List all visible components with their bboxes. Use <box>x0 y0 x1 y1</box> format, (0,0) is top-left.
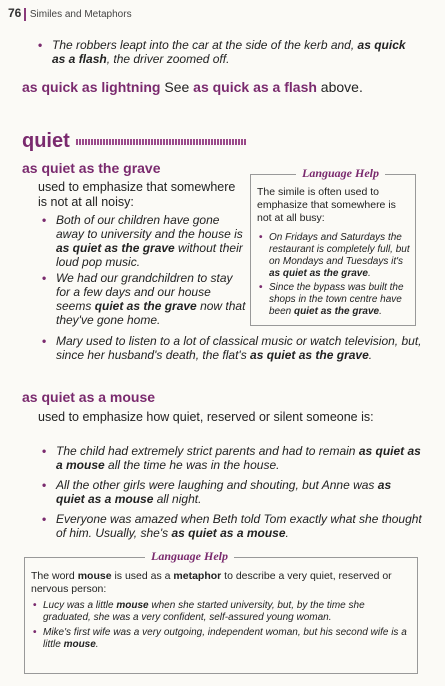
example-sentence: • We had our grandchildren to stay for a few days and our house seems quiet as the grave now that they've gone home. <box>38 271 248 327</box>
example-sentence: • Lucy was a little mouse when she started university, but, by the time she graduated, she was a very confident, self-assured young woman. <box>31 600 411 624</box>
language-help-box-1 <box>250 166 416 326</box>
example-sentence: • The robbers leapt into the car at the side of the kerb and, as quick as a flash, the driver zoomed off. <box>34 38 414 66</box>
example-sentence: • Mary used to listen to a lot of classical music or watch television, but, since her husband's death, the flat's as quiet as the grave. <box>38 334 423 362</box>
entry-phrase: as quick as lightning <box>22 79 161 95</box>
language-help-examples <box>31 600 411 653</box>
intro-examples <box>34 38 414 68</box>
example-sentence: • All the other girls were laughing and shouting, but Anne was as quiet as a mouse all night. <box>38 478 423 506</box>
language-help-text: The word mouse is used as a metaphor to describe a very quiet, reserved or nervous person: <box>31 570 392 595</box>
header-divider <box>24 8 26 21</box>
example-sentence: • The child had extremely strict parents and had to remain as quiet as a mouse all the time he was in the house. <box>38 444 423 472</box>
definition-grave: used to emphasize that somewhere is not at all noisy: <box>38 180 236 209</box>
examples-grave-continued <box>38 334 423 364</box>
example-sentence: • Mike's first wife was a very outgoing, independent woman, but his second wife is a little mouse. <box>31 627 411 651</box>
running-header <box>8 6 132 21</box>
language-help-text: The simile is often used to emphasize that somewhere is not at all busy: <box>257 186 396 224</box>
examples-mouse <box>38 444 423 542</box>
definition-mouse: used to emphasize how quiet, reserved or silent someone is: <box>38 410 374 424</box>
entry-heading-grave: as quiet as the grave <box>22 160 161 176</box>
section-heading: quiet <box>22 130 246 153</box>
page-number: 76 <box>8 6 22 20</box>
heading-rule <box>76 139 246 145</box>
examples-grave <box>38 213 248 329</box>
example-sentence: • On Fridays and Saturdays the restaurant is completely full, but on Mondays and Tuesdays it's as quiet as the grave. <box>257 232 411 280</box>
example-sentence: • Both of our children have gone away to university and the house is as quiet as the grave without their loud pop music. <box>38 213 248 269</box>
running-title: Similes and Metaphors <box>29 9 132 20</box>
cross-reference-entry: as quick as lightning See as quick as a flash above. <box>22 79 363 95</box>
language-help-examples <box>257 232 411 320</box>
language-help-title: Language Help <box>296 166 385 181</box>
entry-heading-mouse: as quiet as a mouse <box>22 389 156 405</box>
language-help-title: Language Help <box>145 549 234 564</box>
language-help-box-2 <box>24 549 418 674</box>
example-sentence: • Since the bypass was built the shops in the town centre have been quiet as the grave. <box>257 282 411 318</box>
example-sentence: • Everyone was amazed when Beth told Tom exactly what she thought of him. Usually, she's as quiet as a mouse. <box>38 512 423 540</box>
reference-phrase: as quick as a flash <box>193 79 317 95</box>
